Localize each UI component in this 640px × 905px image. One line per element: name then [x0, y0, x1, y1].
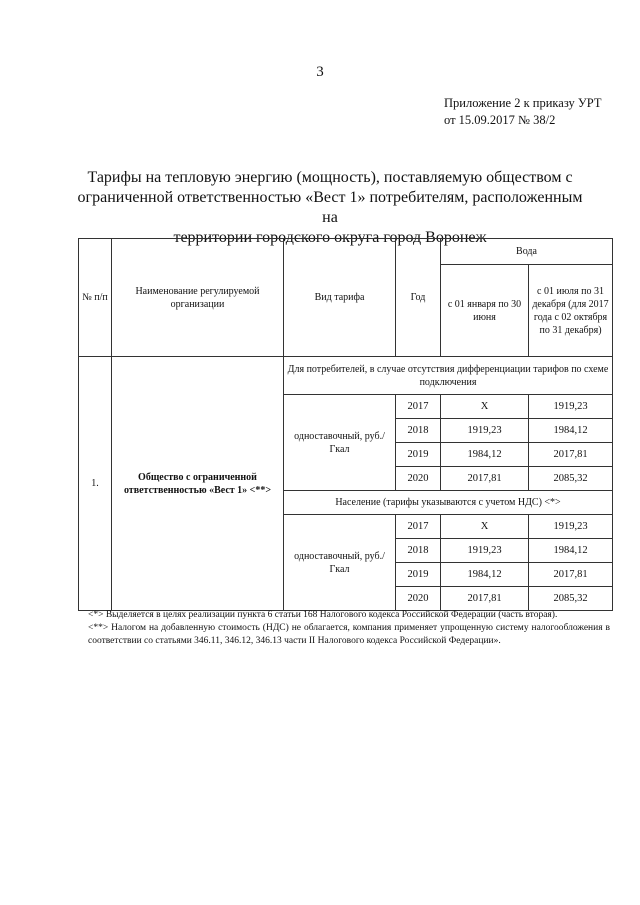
header-tariff-type: Вид тарифа — [284, 239, 396, 357]
header-period-1: с 01 января по 30 июня — [441, 265, 529, 357]
year-cell: 2019 — [396, 443, 441, 467]
header-water: Вода — [441, 239, 613, 265]
organization-name: Общество с ограниченной ответственностью «Вест 1» <**> — [112, 357, 284, 611]
footnote-1: <*> Выделяется в целях реализации пункта 6 статьи 168 Налогового кодекса Российской Федерации (часть вторая). — [88, 610, 558, 620]
header-year: Год — [396, 239, 441, 357]
tariff-type-cell: одноставочный, руб./Гкал — [284, 395, 396, 491]
year-cell: 2019 — [396, 563, 441, 587]
year-cell: 2020 — [396, 587, 441, 611]
row-number: 1. — [79, 357, 112, 611]
value-cell: 1919,23 — [529, 515, 613, 539]
footnotes — [88, 609, 610, 648]
year-cell: 2020 — [396, 467, 441, 491]
value-cell: 1984,12 — [529, 419, 613, 443]
value-cell: 2017,81 — [441, 467, 529, 491]
value-cell: 1984,12 — [529, 539, 613, 563]
title-line-1: Тарифы на тепловую энергию (мощность), поставляемую обществом с — [87, 169, 573, 186]
document-title — [70, 168, 590, 248]
year-cell: 2018 — [396, 419, 441, 443]
appendix-line-2: от 15.09.2017 № 38/2 — [444, 113, 556, 127]
tariff-type-cell: одноставочный, руб./Гкал — [284, 515, 396, 611]
value-cell: 2085,32 — [529, 467, 613, 491]
tariff-table — [78, 238, 613, 611]
value-cell: Х — [441, 515, 529, 539]
value-cell: 1919,23 — [529, 395, 613, 419]
value-cell: Х — [441, 395, 529, 419]
year-cell: 2017 — [396, 395, 441, 419]
value-cell: 1919,23 — [441, 539, 529, 563]
year-cell: 2017 — [396, 515, 441, 539]
appendix-line-1: Приложение 2 к приказу УРТ — [444, 96, 602, 110]
title-line-3: территории городского округа город Воронеж — [173, 229, 487, 246]
value-cell: 2085,32 — [529, 587, 613, 611]
value-cell: 2017,81 — [441, 587, 529, 611]
header-organization: Наименование регулируемой организации — [112, 239, 284, 357]
section-heading-2: Население (тарифы указываются с учетом НДС) <*> — [284, 491, 613, 515]
year-cell: 2018 — [396, 539, 441, 563]
value-cell: 2017,81 — [529, 443, 613, 467]
section-heading-1: Для потребителей, в случае отсутствия дифференциации тарифов по схеме подключения — [284, 357, 613, 395]
header-period-2: с 01 июля по 31 декабря (для 2017 года с 02 октября по 31 декабря) — [529, 265, 613, 357]
title-line-2: ограниченной ответственностью «Вест 1» потребителям, расположенным на — [77, 189, 583, 226]
appendix-reference — [444, 95, 602, 129]
value-cell: 2017,81 — [529, 563, 613, 587]
page-number: 3 — [316, 64, 324, 80]
value-cell: 1984,12 — [441, 563, 529, 587]
footnote-2: <**> Налогом на добавленную стоимость (НДС) не облагается, компания применяет упрощенную систему налогообложения в соответствии со статьями 346.11, 346.12, 346.13 части II Налогового кодекса Российской Федерации». — [88, 623, 610, 646]
value-cell: 1984,12 — [441, 443, 529, 467]
value-cell: 1919,23 — [441, 419, 529, 443]
header-num: № п/п — [79, 239, 112, 357]
